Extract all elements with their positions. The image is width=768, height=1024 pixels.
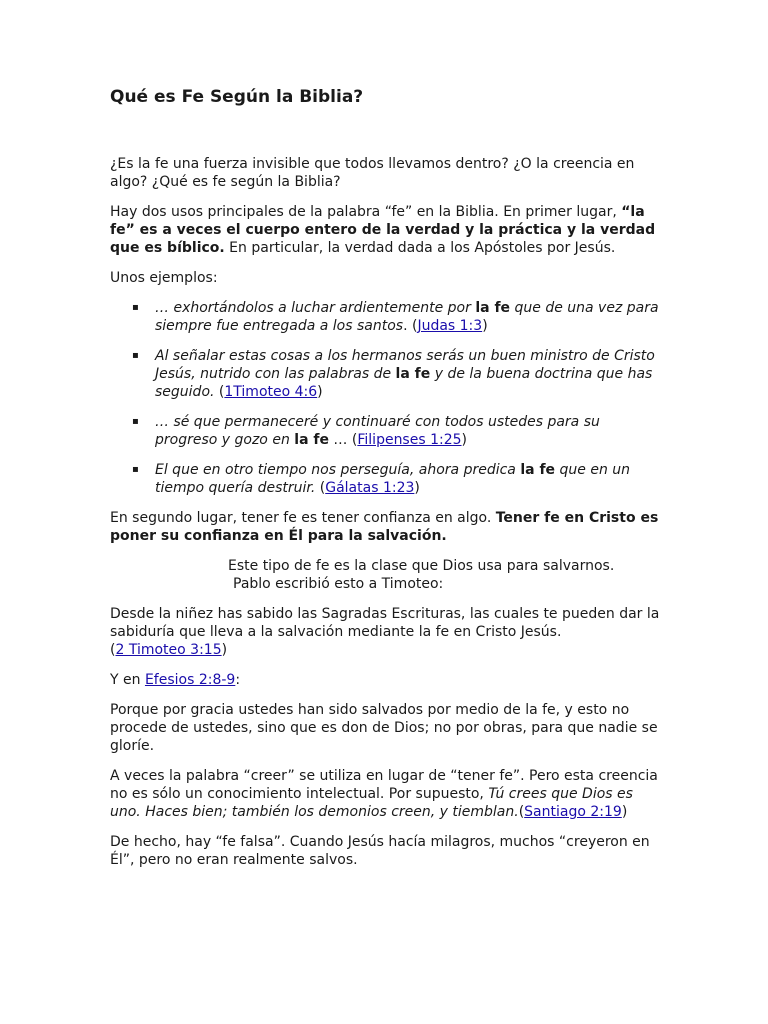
example-text: Al señalar estas cosas a los hermanos serás un buen ministro de Cristo Jesús, nutrido con las palabras de (155, 348, 655, 382)
believe-paragraph (110, 767, 662, 821)
bullet-icon: ▪ (132, 464, 139, 475)
indented-line-1: Este tipo de fe es la clase que Dios usa para salvarnos. (228, 558, 615, 574)
list-item (110, 413, 662, 449)
example-text-end: que en un tiempo quería destruir. (155, 462, 631, 496)
example-text-end: que de una vez para siempre fue entregada a los santos (155, 300, 659, 334)
scripture-link[interactable]: Judas 1:3 (417, 318, 483, 334)
example-paren: ( (214, 384, 225, 400)
second-use-bold: Tener fe en Cristo es poner su confianza en Él para la salvación. (110, 510, 659, 544)
indented-note (110, 557, 662, 593)
bullet-icon: ▪ (132, 416, 139, 427)
ephesians-intro-text: Y en (110, 672, 145, 688)
list-item (110, 347, 662, 401)
example-bold: la fe (520, 462, 556, 478)
scripture-link[interactable]: 1Timoteo 4:6 (224, 384, 318, 400)
document-page (110, 86, 662, 881)
false-faith-paragraph: De hecho, hay “fe falsa”. Cuando Jesús hacía milagros, muchos “creyeron en Él”, pero no eran realmente salvos. (110, 834, 650, 868)
example-bold: la fe (395, 366, 431, 382)
example-bold: la fe (294, 432, 329, 448)
scripture-link[interactable]: Santiago 2:19 (524, 804, 622, 820)
document-title: Qué es Fe Según la Biblia? (110, 87, 364, 107)
example-text-end: … (328, 432, 348, 448)
believe-paren: ( (518, 804, 525, 820)
bullet-icon: ▪ (132, 350, 139, 361)
bullet-icon: ▪ (132, 302, 139, 313)
two-uses-bold: “la fe” es a veces el cuerpo entero de la verdad y la práctica y la verdad que es bíblico. (110, 204, 656, 256)
ephesians-intro-paragraph (110, 671, 662, 689)
timothy-paren: ( (110, 642, 116, 658)
ephesians-colon: : (235, 672, 241, 688)
example-paren-close: ) (461, 432, 467, 448)
timothy-paren-close: ) (221, 642, 228, 658)
timothy-quote-text: Desde la niñez has sabido las Sagradas Escrituras, las cuales te pueden dar la sabiduría que lleva a la salvación mediante la fe en Cristo Jesús. (110, 606, 660, 640)
list-item (110, 461, 662, 497)
example-text-end: y de la buena doctrina que has seguido. (155, 366, 653, 400)
list-item (110, 299, 662, 335)
example-text: … sé que permaneceré y continuaré con todos ustedes para su progreso y gozo en (155, 414, 600, 448)
scripture-link[interactable]: Efesios 2:8-9 (144, 672, 236, 688)
example-paren: . ( (403, 318, 418, 334)
scripture-link[interactable]: 2 Timoteo 3:15 (115, 642, 222, 658)
two-uses-paragraph (110, 203, 662, 257)
example-paren: ( (315, 480, 326, 496)
believe-text: A veces la palabra “creer” se utiliza en lugar de “tener fe”. Pero esta creencia no es sólo un conocimiento intelectual. Por supuesto, (110, 768, 658, 802)
ephesians-quote-paragraph: Porque por gracia ustedes han sido salvados por medio de la fe, y esto no procede de ustedes, sino que es don de Dios; no por obras, para que nadie se gloríe. (110, 702, 658, 754)
example-paren-close: ) (414, 480, 420, 496)
example-bold: la fe (475, 300, 511, 316)
intro-paragraph: ¿Es la fe una fuerza invisible que todos llevamos dentro? ¿O la creencia en algo? ¿Qué es fe según la Biblia? (110, 156, 635, 190)
two-uses-text-end: En particular, la verdad dada a los Apóstoles por Jesús. (224, 240, 616, 256)
examples-list (110, 299, 662, 497)
believe-italic: Tú crees que Dios es uno. Haces bien; también los demonios creen, y tiemblan. (110, 786, 633, 820)
example-paren: ( (347, 432, 358, 448)
second-use-text: En segundo lugar, tener fe es tener confianza en algo. (110, 510, 496, 526)
timothy-quote-paragraph (110, 605, 662, 659)
second-use-paragraph (110, 509, 662, 545)
example-text: El que en otro tiempo nos perseguía, ahora predica (155, 462, 521, 478)
two-uses-text: Hay dos usos principales de la palabra “fe” en la Biblia. En primer lugar, (110, 204, 622, 220)
indented-line-2: Pablo escribió esto a Timoteo: (233, 576, 444, 592)
example-text: … exhortándolos a luchar ardientemente por (155, 300, 476, 316)
believe-paren-close: ) (621, 804, 628, 820)
scripture-link[interactable]: Gálatas 1:23 (325, 480, 415, 496)
example-paren-close: ) (482, 318, 488, 334)
scripture-link[interactable]: Filipenses 1:25 (357, 432, 462, 448)
examples-heading: Unos ejemplos: (110, 270, 218, 286)
example-paren-close: ) (317, 384, 323, 400)
